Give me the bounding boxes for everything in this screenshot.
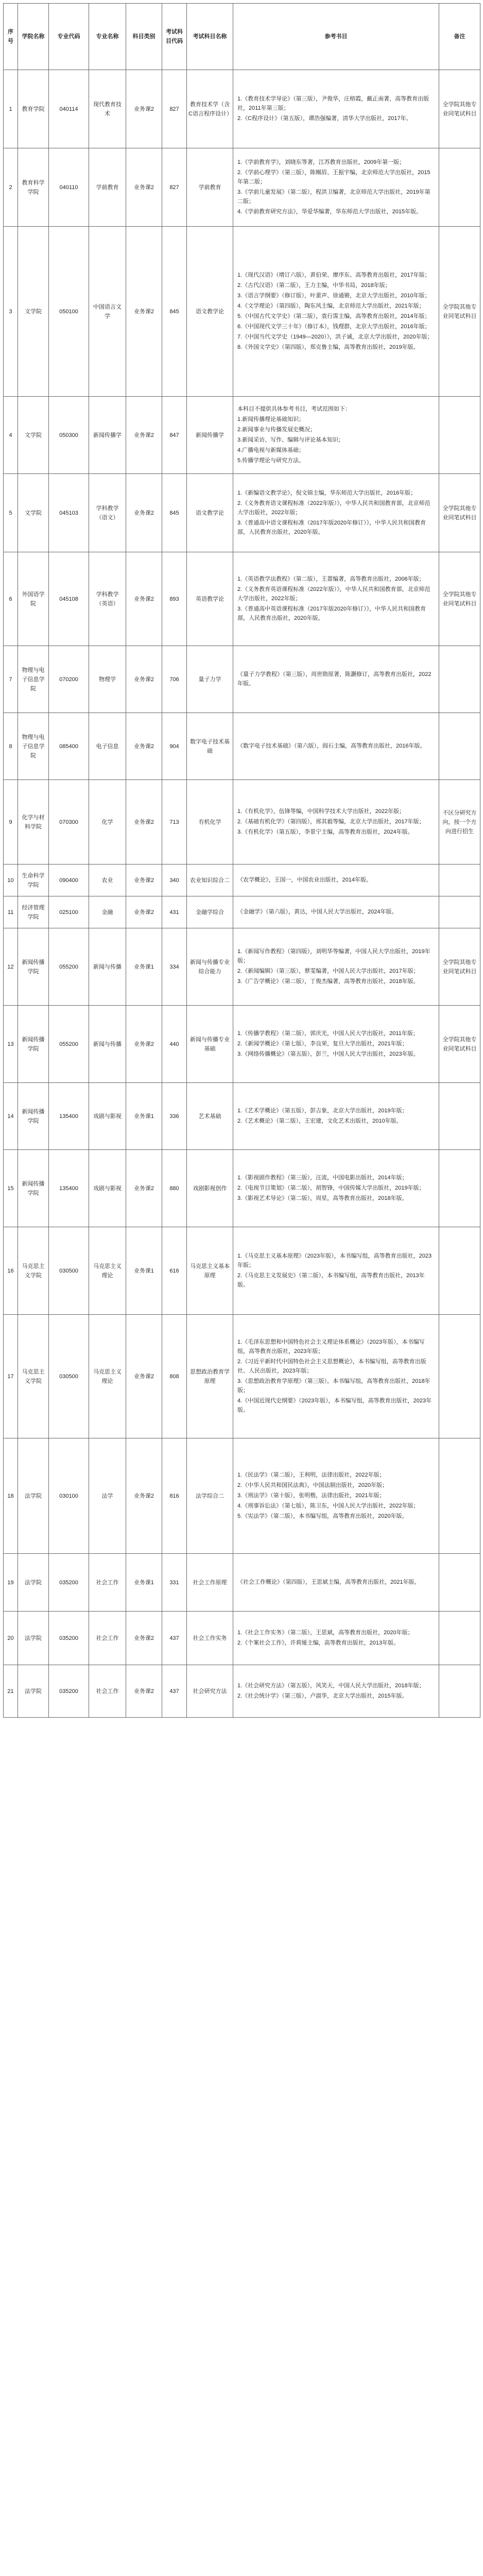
reference-books xyxy=(233,397,439,474)
reference-item: 1.《新编语文教学论》，倪文锦主编，华东师范大学出版社，2016年版； xyxy=(237,489,417,496)
reference-item: 2.《个案社会工作》，许莉娅主编，高等教育出版社，2013年版。 xyxy=(237,1639,400,1646)
subject-category: 业务课2 xyxy=(126,865,162,896)
row-number: 17 xyxy=(4,1315,18,1438)
remark xyxy=(439,713,480,780)
remark: 全学院其他专业同笔试科目 xyxy=(439,1006,480,1083)
table-row xyxy=(4,1083,480,1150)
major-code: 050100 xyxy=(49,227,89,397)
reference-item: 3.《语言学纲要》（修订版），叶蜚声、徐通锵，北京大学出版社，2010年版； xyxy=(237,292,430,299)
college-name: 化学与材料学院 xyxy=(18,780,49,865)
subject-name: 新闻传播学 xyxy=(187,397,233,474)
major-name: 化学 xyxy=(89,780,126,865)
reference-books xyxy=(233,552,439,646)
major-name: 新闻与传播 xyxy=(89,1006,126,1083)
major-code: 040114 xyxy=(49,70,89,148)
subject-code: 437 xyxy=(162,1612,187,1665)
table-header-row xyxy=(4,4,480,70)
major-code: 030500 xyxy=(49,1227,89,1315)
reference-item: 《量子力学教程》（第三版），周世勋原著，陈灏修订，高等教育出版社，2022年版。 xyxy=(237,671,432,687)
subject-code: 847 xyxy=(162,397,187,474)
table-row xyxy=(4,552,480,646)
reference-item: 3.《刑法学》（第十版），张明楷，法律出版社，2021年版； xyxy=(237,1492,385,1499)
major-code: 045108 xyxy=(49,552,89,646)
subject-code: 440 xyxy=(162,1006,187,1083)
college-name: 法学院 xyxy=(18,1554,49,1612)
reference-item: 3.《普通高中英语课程标准（2017年版2020年修订）》，中华人民共和国教育部，人民教育出版社，2020年版。 xyxy=(237,605,426,621)
remark xyxy=(439,646,480,713)
reference-books xyxy=(233,1554,439,1612)
major-code: 025100 xyxy=(49,896,89,928)
reference-item: 3.《广告学概论》（第二版），丁俊杰编著，高等教育出版社，2018年版。 xyxy=(237,978,419,985)
college-name: 马克思主义学院 xyxy=(18,1315,49,1438)
column-header: 序号 xyxy=(4,4,18,70)
reference-item: 《社会工作概论》（第四版），王思斌主编，高等教育出版社，2021年版。 xyxy=(237,1579,420,1585)
reference-item: 1.《英语教学法教程》（第二版），王蔷编著，高等教育出版社，2006年版； xyxy=(237,575,425,582)
subject-name: 社会研究方法 xyxy=(187,1665,233,1718)
reference-item: 1.《毛泽东思想和中国特色社会主义理论体系概论》（2023年版），本书编写组，高等教育出版社，2023年版； xyxy=(237,1338,425,1354)
reference-item: 1.《社会工作实务》（第二版），王思斌，高等教育出版社，2020年版； xyxy=(237,1629,413,1636)
major-name: 金融 xyxy=(89,896,126,928)
row-number: 6 xyxy=(4,552,18,646)
row-number: 1 xyxy=(4,70,18,148)
row-number: 4 xyxy=(4,397,18,474)
table-row xyxy=(4,896,480,928)
reference-item: 8.《外国文学史》（第四版），郑克鲁主编，高等教育出版社，2019年版。 xyxy=(237,344,419,350)
college-name: 文学院 xyxy=(18,474,49,552)
subject-category: 业务课2 xyxy=(126,397,162,474)
reference-books xyxy=(233,148,439,227)
row-number: 14 xyxy=(4,1083,18,1150)
reference-item: 2.《基础有机化学》（第四版），邢其毅等编，北京大学出版社，2017年版； xyxy=(237,818,425,825)
college-name: 物理与电子信息学院 xyxy=(18,646,49,713)
subject-category: 业务课2 xyxy=(126,1665,162,1718)
subject-category: 业务课2 xyxy=(126,1438,162,1554)
reference-item: 1.《影视剧作教程》（第三版），汪流，中国电影出版社，2014年版； xyxy=(237,1174,408,1181)
major-code: 035200 xyxy=(49,1554,89,1612)
major-name: 马克思主义理论 xyxy=(89,1227,126,1315)
major-name: 现代教育技术 xyxy=(89,70,126,148)
subject-name: 社会工作实务 xyxy=(187,1612,233,1665)
reference-item: 6.《中国现代文学三十年》（修订本），钱理群，北京大学出版社，2016年版； xyxy=(237,323,430,330)
subject-name: 社会工作原理 xyxy=(187,1554,233,1612)
subject-category: 业务课2 xyxy=(126,148,162,227)
major-code: 070300 xyxy=(49,780,89,865)
major-name: 中国语言文学 xyxy=(89,227,126,397)
major-code: 135400 xyxy=(49,1083,89,1150)
table-row xyxy=(4,1315,480,1438)
subject-code: 334 xyxy=(162,928,187,1006)
reference-item: 2.《新闻学概论》（第七版），李良荣，复旦大学出版社，2021年版； xyxy=(237,1040,408,1047)
major-name: 新闻与传播 xyxy=(89,928,126,1006)
remark xyxy=(439,1227,480,1315)
remark xyxy=(439,865,480,896)
subject-code: 893 xyxy=(162,552,187,646)
reference-item: 1.《教育技术学导论》（第三版），尹俊华，庄榕霞，戴正南著，高等教育出版社，2011年第三版； xyxy=(237,95,429,111)
remark xyxy=(439,148,480,227)
subject-code: 845 xyxy=(162,474,187,552)
college-name: 物理与电子信息学院 xyxy=(18,713,49,780)
reference-item: 《金融学》（第六版），黄达，中国人民大学出版社，2024年版。 xyxy=(237,908,398,915)
reference-item: 1.《马克思主义基本原理》（2023年版），本书编写组，高等教育出版社，2023年版； xyxy=(237,1252,432,1268)
reference-item: 2.《马克思主义发展史》（第二版），本书编写组，高等教育出版社，2013年版。 xyxy=(237,1272,425,1288)
college-name: 生命科学学院 xyxy=(18,865,49,896)
subject-name: 新闻与传播专业综合能力 xyxy=(187,928,233,1006)
college-name: 文学院 xyxy=(18,227,49,397)
subject-category: 业务课1 xyxy=(126,928,162,1006)
major-code: 090400 xyxy=(49,865,89,896)
major-code: 030100 xyxy=(49,1438,89,1554)
reference-item: 1.《传播学教程》（第二版），郭庆光，中国人民大学出版社，2011年版； xyxy=(237,1030,419,1037)
exam-reference-table xyxy=(3,3,480,1718)
reference-item: 1.《社会研究方法》（第五版），风笑天，中国人民大学出版社，2018年版； xyxy=(237,1682,425,1689)
major-name: 马克思主义理论 xyxy=(89,1315,126,1438)
subject-category: 业务课1 xyxy=(126,1554,162,1612)
subject-code: 616 xyxy=(162,1227,187,1315)
reference-item: 2.《艺术概论》（第二版），王宏建，文化艺术出版社，2010年版。 xyxy=(237,1117,402,1124)
table-body xyxy=(4,70,480,1718)
remark: 全学院其他专业同笔试科目 xyxy=(439,474,480,552)
remark xyxy=(439,1083,480,1150)
reference-item: 1.《艺术学概论》（第五版），彭吉象，北京大学出版社，2019年版； xyxy=(237,1107,408,1114)
reference-item: 4.《中国近现代史纲要》（2023年版），本书编写组，高等教育出版社，2023年版。 xyxy=(237,1397,432,1413)
reference-item: 5.《宪法学》（第二版），本书编写组，高等教育出版社，2020年版。 xyxy=(237,1513,408,1519)
reference-item: 《数字电子技术基础》（第六版），阎石主编，高等教育出版社，2016年版。 xyxy=(237,742,426,749)
major-code: 035200 xyxy=(49,1612,89,1665)
subject-name: 有机化学 xyxy=(187,780,233,865)
college-name: 马克思主义学院 xyxy=(18,1227,49,1315)
remark: 全学院其他专业同笔试科目 xyxy=(439,928,480,1006)
reference-books xyxy=(233,1315,439,1438)
table-row xyxy=(4,474,480,552)
college-name: 法学院 xyxy=(18,1612,49,1665)
subject-name: 马克思主义基本原理 xyxy=(187,1227,233,1315)
subject-name: 思想政治教育学原理 xyxy=(187,1315,233,1438)
major-code: 045103 xyxy=(49,474,89,552)
column-header: 考试科目代码 xyxy=(162,4,187,70)
row-number: 7 xyxy=(4,646,18,713)
subject-name: 农业知识综合二 xyxy=(187,865,233,896)
reference-item: 2.《古代汉语》（第二版），王力主编，中华书局，2018年版； xyxy=(237,282,391,289)
college-name: 教育学院 xyxy=(18,70,49,148)
college-name: 教育科学学院 xyxy=(18,148,49,227)
table-row xyxy=(4,70,480,148)
subject-category: 业务课2 xyxy=(126,227,162,397)
column-header: 参考书目 xyxy=(233,4,439,70)
table-row xyxy=(4,1227,480,1315)
subject-code: 845 xyxy=(162,227,187,397)
major-name: 戏剧与影视 xyxy=(89,1083,126,1150)
major-code: 070200 xyxy=(49,646,89,713)
college-name: 外国语学院 xyxy=(18,552,49,646)
subject-category: 业务课2 xyxy=(126,474,162,552)
reference-item: 4.广播电视与新媒体基础； xyxy=(237,447,305,453)
table-row xyxy=(4,713,480,780)
subject-name: 量子力学 xyxy=(187,646,233,713)
table-row xyxy=(4,1612,480,1665)
column-header: 科目类别 xyxy=(126,4,162,70)
row-number: 12 xyxy=(4,928,18,1006)
college-name: 新闻传播学院 xyxy=(18,1083,49,1150)
reference-books xyxy=(233,928,439,1006)
college-name: 新闻传播学院 xyxy=(18,1150,49,1227)
reference-item: 4.《刑事诉讼法》（第七版），陈卫东，中国人民大学出版社，2022年版； xyxy=(237,1502,419,1509)
table-row xyxy=(4,1006,480,1083)
reference-item: 2.《电视节目策划》（第二版），胡智锋，中国传媒大学出版社，2019年版； xyxy=(237,1184,425,1191)
reference-item: 4.《学前教育研究方法》，华爱华编著，华东师范大学出版社，2015年版。 xyxy=(237,208,422,215)
major-code: 055200 xyxy=(49,928,89,1006)
column-header: 学院名称 xyxy=(18,4,49,70)
reference-item: 本科目不提供具体参考书目，考试范围如下： xyxy=(237,405,351,412)
row-number: 20 xyxy=(4,1612,18,1665)
table-row xyxy=(4,148,480,227)
subject-name: 教育技术学（含C语言程序设计） xyxy=(187,70,233,148)
subject-code: 904 xyxy=(162,713,187,780)
college-name: 经济管理学院 xyxy=(18,896,49,928)
table-row xyxy=(4,227,480,397)
subject-category: 业务课2 xyxy=(126,70,162,148)
college-name: 法学院 xyxy=(18,1438,49,1554)
row-number: 9 xyxy=(4,780,18,865)
subject-code: 713 xyxy=(162,780,187,865)
major-code: 040110 xyxy=(49,148,89,227)
subject-category: 业务课2 xyxy=(126,552,162,646)
major-name: 社会工作 xyxy=(89,1665,126,1718)
reference-item: 3.《普通高中语文课程标准（2017年版2020年修订）》，中华人民共和国教育部，人民教育出版社，2020年版。 xyxy=(237,519,426,535)
reference-books xyxy=(233,780,439,865)
reference-books xyxy=(233,1665,439,1718)
table-row xyxy=(4,1665,480,1718)
subject-name: 英语教学论 xyxy=(187,552,233,646)
subject-category: 业务课2 xyxy=(126,1315,162,1438)
major-name: 电子信息 xyxy=(89,713,126,780)
row-number: 5 xyxy=(4,474,18,552)
major-name: 法学 xyxy=(89,1438,126,1554)
reference-item: 《农学概论》，王国一，中国农业出版社，2014年版。 xyxy=(237,876,372,883)
remark xyxy=(439,896,480,928)
reference-books xyxy=(233,896,439,928)
subject-category: 业务课1 xyxy=(126,1083,162,1150)
major-name: 社会工作 xyxy=(89,1554,126,1612)
major-name: 学科教学（英语） xyxy=(89,552,126,646)
reference-books xyxy=(233,646,439,713)
subject-category: 业务课2 xyxy=(126,713,162,780)
major-code: 135400 xyxy=(49,1150,89,1227)
reference-books xyxy=(233,1612,439,1665)
subject-code: 816 xyxy=(162,1438,187,1554)
subject-category: 业务课2 xyxy=(126,1006,162,1083)
table-row xyxy=(4,1438,480,1554)
subject-category: 业务课2 xyxy=(126,780,162,865)
subject-name: 数字电子技术基础 xyxy=(187,713,233,780)
subject-code: 827 xyxy=(162,70,187,148)
major-name: 戏剧与影视 xyxy=(89,1150,126,1227)
reference-item: 2.《新闻编辑》（第三版），蔡雯编著，中国人民大学出版社，2017年版； xyxy=(237,968,419,974)
major-name: 学科教学（语文） xyxy=(89,474,126,552)
major-name: 社会工作 xyxy=(89,1612,126,1665)
college-name: 新闻传播学院 xyxy=(18,1006,49,1083)
reference-books xyxy=(233,713,439,780)
major-code: 085400 xyxy=(49,713,89,780)
row-number: 18 xyxy=(4,1438,18,1554)
major-code: 035200 xyxy=(49,1665,89,1718)
reference-item: 2.《习近平新时代中国特色社会主义思想概论》，本书编写组，高等教育出版社、人民出版社，2023年版； xyxy=(237,1358,426,1374)
subject-category: 业务课2 xyxy=(126,896,162,928)
subject-category: 业务课2 xyxy=(126,646,162,713)
reference-item: 3.《有机化学》（第五版），李景宁主编，高等教育出版社，2024年版。 xyxy=(237,828,413,835)
remark xyxy=(439,1612,480,1665)
subject-code: 437 xyxy=(162,1665,187,1718)
remark: 全学院其他专业同笔试科目 xyxy=(439,227,480,397)
major-name: 物理学 xyxy=(89,646,126,713)
subject-name: 艺术基础 xyxy=(187,1083,233,1150)
reference-books xyxy=(233,227,439,397)
subject-code: 336 xyxy=(162,1083,187,1150)
reference-item: 1.《学前教育学》，刘晓东等著，江苏教育出版社，2009年第一版； xyxy=(237,159,405,165)
subject-category: 业务课2 xyxy=(126,1150,162,1227)
row-number: 10 xyxy=(4,865,18,896)
reference-books xyxy=(233,1438,439,1554)
remark xyxy=(439,1438,480,1554)
subject-code: 827 xyxy=(162,148,187,227)
reference-item: 2.《义务教育英语课程标准（2022年版）》，中华人民共和国教育部，北京师范大学出版社，2022年版； xyxy=(237,586,430,602)
reference-item: 3.新闻采访、写作、编辑与评论基本知识； xyxy=(237,436,344,443)
reference-books xyxy=(233,1150,439,1227)
major-name: 学前教育 xyxy=(89,148,126,227)
row-number: 8 xyxy=(4,713,18,780)
college-name: 新闻传播学院 xyxy=(18,928,49,1006)
subject-name: 语文教学论 xyxy=(187,474,233,552)
table-row xyxy=(4,1554,480,1612)
reference-item: 7.《中国当代文学史（1949—2020）》，洪子诚，北京大学出版社，2020年版； xyxy=(237,333,433,340)
reference-item: 1.《新闻写作教程》（第四版），刘明华等编著，中国人民大学出版社，2019年版； xyxy=(237,948,430,964)
reference-item: 2.《社会统计学》（第三版），卢淑华，北京大学出版社，2015年版。 xyxy=(237,1692,408,1699)
reference-item: 3.《思想政治教育学原理》（第三版），本书编写组，高等教育出版社，2018年版； xyxy=(237,1378,430,1394)
table-row xyxy=(4,646,480,713)
row-number: 11 xyxy=(4,896,18,928)
subject-name: 语文教学论 xyxy=(187,227,233,397)
table-row xyxy=(4,865,480,896)
remark: 全学院其他专业同笔试科目 xyxy=(439,70,480,148)
column-header: 考试科目名称 xyxy=(187,4,233,70)
reference-item: 2.《学前心理学》（第三版），陈帼眉、王振宇编，北京师范大学出版社，2015年第二版； xyxy=(237,169,430,185)
reference-books xyxy=(233,70,439,148)
reference-item: 3.《学前儿童发展》（第二版），程洪卫编著，北京师范大学出版社，2019年第二版； xyxy=(237,189,430,205)
reference-item: 1.《有机化学》，伍锋等编，中国科学技术大学出版社，2022年版； xyxy=(237,808,405,815)
reference-item: 2.新闻事业与传播发展史概况； xyxy=(237,426,316,433)
reference-item: 5.《中国古代文学史》（第二版），袁行霈主编，高等教育出版社，2014年版； xyxy=(237,313,430,319)
subject-category: 业务课1 xyxy=(126,1227,162,1315)
remark: 全学院其他专业同笔试科目 xyxy=(439,552,480,646)
reference-books xyxy=(233,1006,439,1083)
major-name: 新闻传播学 xyxy=(89,397,126,474)
remark xyxy=(439,1315,480,1438)
subject-name: 戏剧影视创作 xyxy=(187,1150,233,1227)
column-header: 专业代码 xyxy=(49,4,89,70)
row-number: 15 xyxy=(4,1150,18,1227)
table-row xyxy=(4,1150,480,1227)
remark xyxy=(439,1665,480,1718)
subject-code: 706 xyxy=(162,646,187,713)
subject-name: 学前教育 xyxy=(187,148,233,227)
reference-item: 2.《C程序设计》（第五版），谭浩强编著，清华大学出版社，2017年。 xyxy=(237,115,412,122)
row-number: 21 xyxy=(4,1665,18,1718)
reference-books xyxy=(233,865,439,896)
reference-item: 5.传播学理论与研究方法。 xyxy=(237,457,305,464)
reference-item: 2.《义务教育语文课程标准（2022年版）》，中华人民共和国教育部，北京师范大学出版社，2022年版； xyxy=(237,500,430,516)
reference-item: 1.《民法学》（第二版），王利明，法律出版社，2022年版； xyxy=(237,1471,385,1478)
subject-code: 880 xyxy=(162,1150,187,1227)
subject-code: 340 xyxy=(162,865,187,896)
remark xyxy=(439,397,480,474)
reference-item: 4.《文学理论》（第四版），陶东风主编，北京师范大学出版社，2021年版； xyxy=(237,302,425,309)
major-code: 050300 xyxy=(49,397,89,474)
college-name: 文学院 xyxy=(18,397,49,474)
column-header: 专业名称 xyxy=(89,4,126,70)
row-number: 3 xyxy=(4,227,18,397)
subject-code: 331 xyxy=(162,1554,187,1612)
remark: 不区分研究方向，按一个方向进行招生 xyxy=(439,780,480,865)
reference-books xyxy=(233,474,439,552)
table-container xyxy=(3,3,480,1718)
subject-code: 431 xyxy=(162,896,187,928)
subject-category: 业务课2 xyxy=(126,1612,162,1665)
reference-item: 1.《现代汉语》（增订六版），黄伯荣、廖序东、高等教育出版社，2017年版； xyxy=(237,272,430,278)
remark xyxy=(439,1554,480,1612)
row-number: 2 xyxy=(4,148,18,227)
remark xyxy=(439,1150,480,1227)
reference-item: 2.《中华人民共和国民法典》，中国法制出版社，2020年版； xyxy=(237,1482,388,1488)
college-name: 法学院 xyxy=(18,1665,49,1718)
table-row xyxy=(4,780,480,865)
column-header: 备注 xyxy=(439,4,480,70)
major-name: 农业 xyxy=(89,865,126,896)
reference-books xyxy=(233,1083,439,1150)
table-row xyxy=(4,928,480,1006)
reference-books xyxy=(233,1227,439,1315)
reference-item: 1.新闻传播理论基础知识； xyxy=(237,416,305,422)
row-number: 13 xyxy=(4,1006,18,1083)
major-code: 055200 xyxy=(49,1006,89,1083)
subject-name: 法学综合二 xyxy=(187,1438,233,1554)
row-number: 19 xyxy=(4,1554,18,1612)
row-number: 16 xyxy=(4,1227,18,1315)
reference-item: 3.《影视艺术导论》（第二版），周星，高等教育出版社，2018年版。 xyxy=(237,1195,408,1201)
subject-name: 新闻与传播专业基础 xyxy=(187,1006,233,1083)
major-code: 030500 xyxy=(49,1315,89,1438)
subject-name: 金融学综合 xyxy=(187,896,233,928)
table-row xyxy=(4,397,480,474)
reference-item: 3.《网络传播概论》（第五版），彭兰，中国人民大学出版社，2023年版。 xyxy=(237,1050,419,1057)
subject-code: 808 xyxy=(162,1315,187,1438)
